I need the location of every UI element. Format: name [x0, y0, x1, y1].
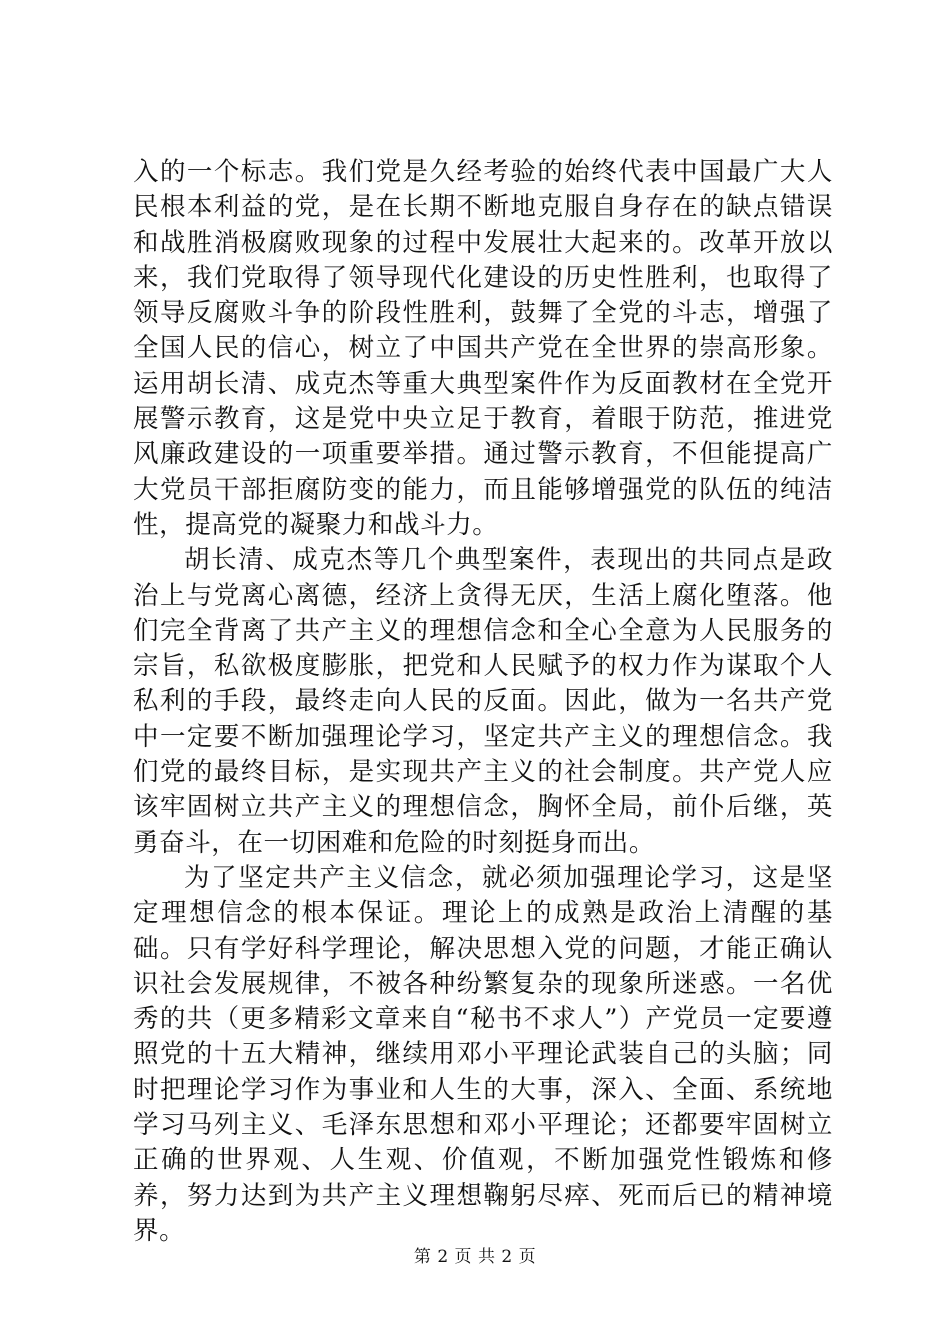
paragraph-1: 入的一个标志。我们党是久经考验的始终代表中国最广大人民根本利益的党，是在长期不断地克服自身存在的缺点错误和战胜消极腐败现象的过程中发展壮大起来的。改革开放以来，我们党取得了领导现代化建设的历史性胜利，也取得了领导反腐败斗争的阶段性胜利，鼓舞了全党的斗志，增强了全国人民的信心，树立了中国共产党在全世界的崇高形象。运用胡长清、成克杰等重大典型案件作为反面教材在全党开展警示教育，这是党中央立足于教育，着眼于防范，推进党风廉政建设的一项重要举措。通过警示教育，不但能提高广大党员干部拒腐防变的能力，而且能够增强党的队伍的纯洁性，提高党的凝聚力和战斗力。 [133, 157, 833, 540]
page-number-footer: 第 2 页 共 2 页 [413, 1247, 537, 1267]
paragraph-2: 胡长清、成克杰等几个典型案件，表现出的共同点是政治上与党离心离德，经济上贪得无厌，生活上腐化堕落。他们完全背离了共产主义的理想信念和全心全意为人民服务的宗旨，私欲极度膨胀，把党和人民赋予的权力作为谋取个人私利的手段，最终走向人民的反面。因此，做为一名共产党中一定要不断加强理论学习，坚定共产主义的理想信念。我们党的最终目标，是实现共产主义的社会制度。共产党人应该牢固树立共产主义的理想信念，胸怀全局，前仆后继，英勇奋斗，在一切困难和危险的时刻挺身而出。 [133, 545, 833, 858]
paragraph-3: 为了坚定共产主义信念，就必须加强理论学习，这是坚定理想信念的根本保证。理论上的成熟是政治上清醒的基础。只有学好科学理论，解决思想入党的问题，才能正确认识社会发展规律，不被各种纷繁复杂的现象所迷惑。一名优秀的共（更多精彩文章来自“秘书不求人”）产党员一定要遵照党的十五大精神，继续用邓小平理论武装自己的头脑；同时把理论学习作为事业和人生的大事，深入、全面、系统地学习马列主义、毛泽东思想和邓小平理论；还都要牢固树立正确的世界观、人生观、价值观，不断加强党性锻炼和修养，努力达到为共产主义理想鞠躬尽瘁、死而后已的精神境界。 [133, 862, 833, 1246]
document-body [133, 155, 833, 1249]
